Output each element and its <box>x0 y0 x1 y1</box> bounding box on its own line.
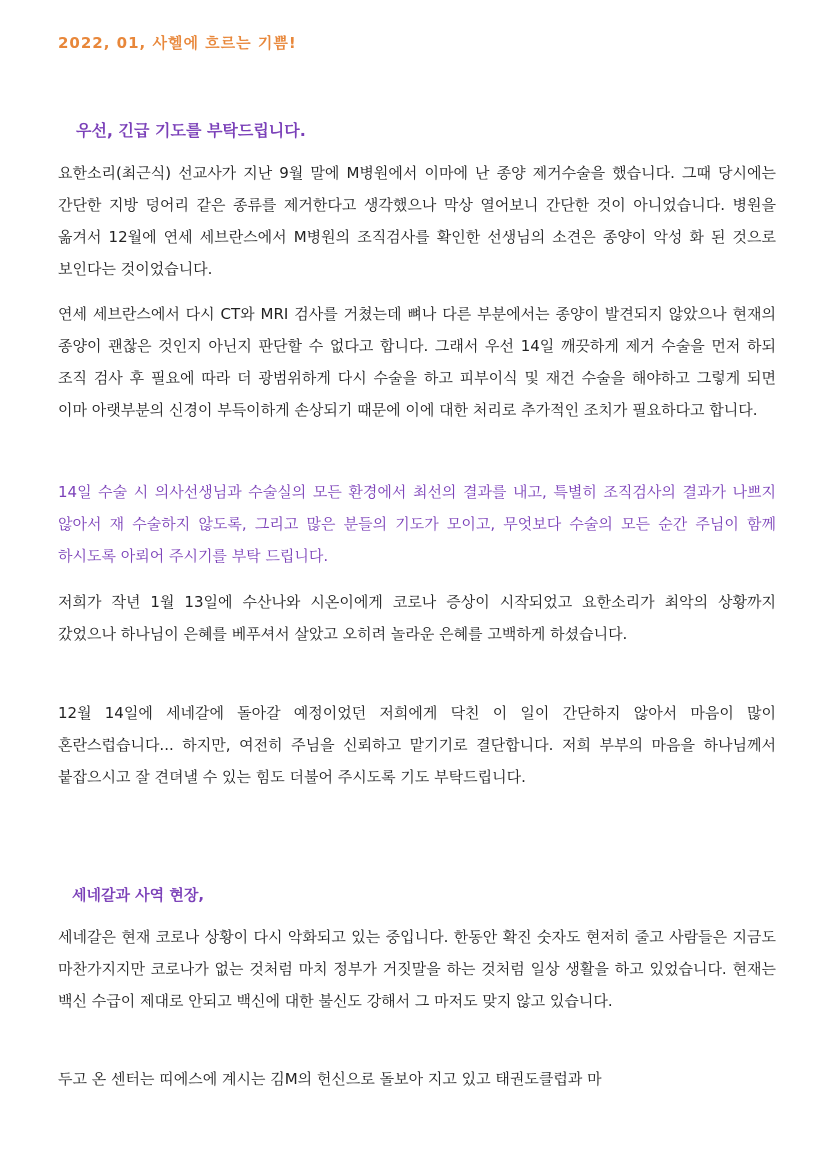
paragraph-exam-results: 연세 세브란스에서 다시 CT와 MRI 검사를 거쳤는데 뼈나 다른 부분에서는 종양이 발견되지 않았으나 현재의 종양이 괜찮은 것인지 아닌지 판단할 수 없다고 합니다. 그래서 우선 14일 깨끗하게 제거 수술을 먼저 하되 조직 검사 후 필요에 따라 더 광범위하게 다시 수술을 하고 피부이식 및 재건 수술을 해야하고 그렇게 되면 이마 아랫부분의 신경이 부득이하게 손상되기 때문에 이에 대한 처리로 추가적인 조치가 필요하다고 합니다. <box>58 305 776 419</box>
section-heading-senegal-ministry: 세네갈과 사역 현장, <box>72 886 205 904</box>
paragraph-center-status: 두고 온 센터는 띠에스에 계시는 김M의 헌신으로 돌보아 지고 있고 태권도클럽과 마 <box>58 1070 602 1088</box>
paragraph-trust-commitment: 12월 14일에 세네갈에 돌아갈 예정이었던 저희에게 닥친 이 일이 간단하지 않아서 마음이 많이 혼란스럽습니다... 하지만, 여전히 주님을 신뢰하고 맡기기로 결단합니다. 저희 부부의 마음을 하나님께서 붙잡으시고 잘 견뎌낼 수 있는 힘도 더불어 주시도록 기도 부탁드립니다. <box>58 704 776 786</box>
newsletter-date-header: 2022, 01, 사헬에 흐르는 기쁨! <box>58 34 297 52</box>
paragraph-prayer-request: 14일 수술 시 의사선생님과 수술실의 모든 환경에서 최선의 결과를 내고, 특별히 조직검사의 결과가 나쁘지 않아서 재 수술하지 않도록, 그리고 많은 분들의 기도가 모이고, 무엇보다 수술의 모든 순간 주님이 함께 하시도록 아뢰어 주시기를 부탁 드립니다. <box>58 483 776 565</box>
paragraph-covid-testimony: 저희가 작년 1월 13일에 수산나와 시온이에게 코로나 증상이 시작되었고 요한소리가 최악의 상황까지 갔었으나 하나님이 은혜를 베푸셔서 살았고 오히려 놀라운 은혜를 고백하게 하셨습니다. <box>58 593 776 643</box>
paragraph-senegal-covid: 세네갈은 현재 코로나 상황이 다시 악화되고 있는 중입니다. 한동안 확진 숫자도 현저히 줄고 사람들은 지금도 마찬가지지만 코로나가 없는 것처럼 마치 정부가 거짓말을 하는 것처럼 일상 생활을 하고 있었습니다. 현재는 백신 수급이 제대로 안되고 백신에 대한 불신도 강해서 그 마저도 맞지 않고 있습니다. <box>58 928 776 1010</box>
section-heading-urgent-prayer: 우선, 긴급 기도를 부탁드립니다. <box>76 121 306 140</box>
paragraph-surgery-background: 요한소리(최근식) 선교사가 지난 9월 말에 M병원에서 이마에 난 종양 제거수술을 했습니다. 그때 당시에는 간단한 지방 덩어리 같은 종류를 제거한다고 생각했으나 막상 열어보니 간단한 것이 아니었습니다. 병원을 옮겨서 12월에 연세 세브란스에서 M병원의 조직검사를 확인한 선생님의 소견은 종양이 악성 화 된 것으로 보인다는 것이었습니다. <box>58 164 776 278</box>
